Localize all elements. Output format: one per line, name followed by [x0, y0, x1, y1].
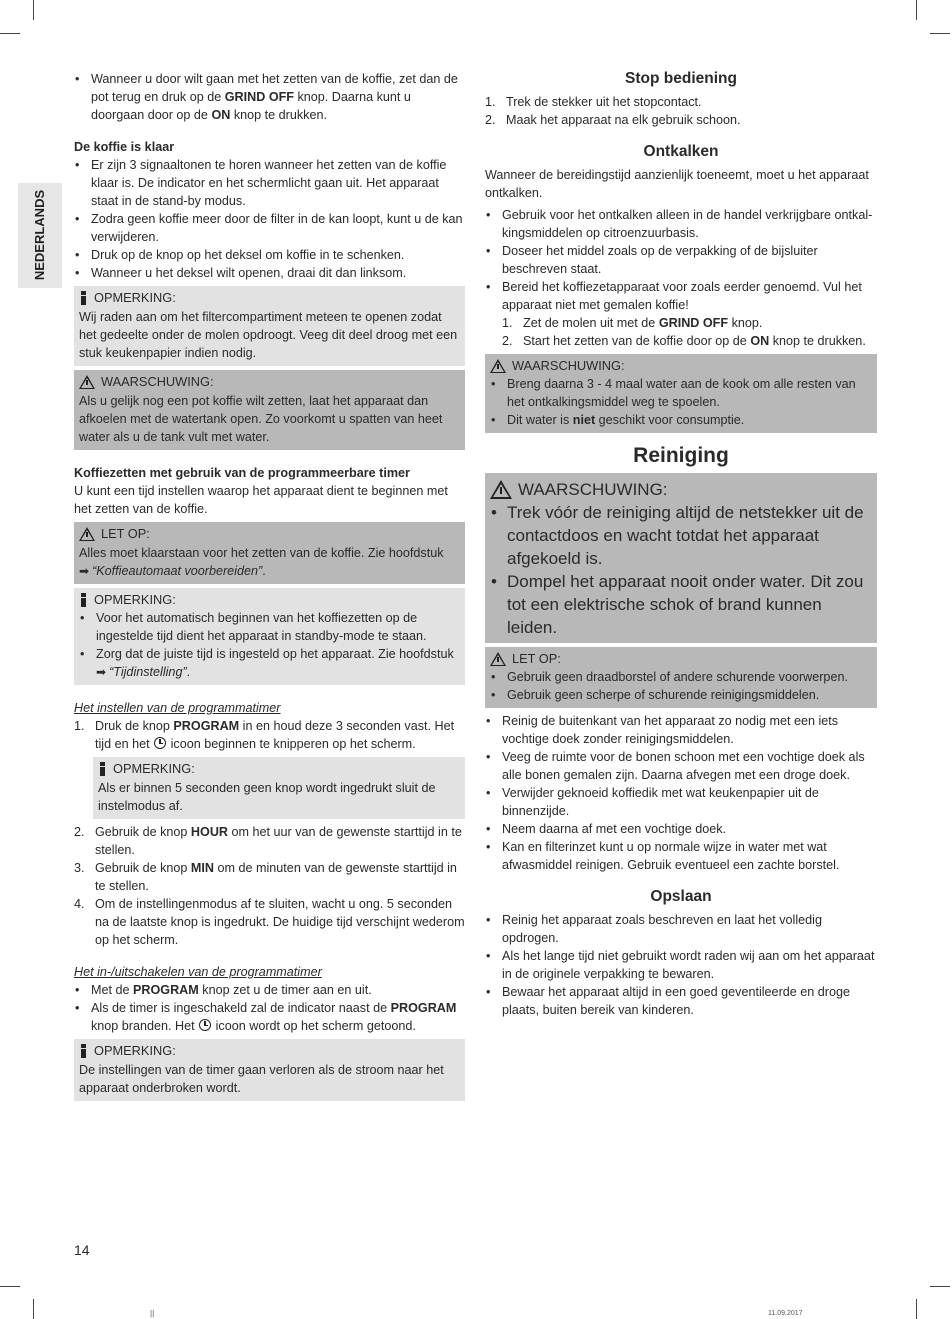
footer-mark: || [150, 1309, 155, 1318]
section-heading: De koffie is klaar [74, 140, 175, 154]
list-item: 1. Zet de molen uit met de GRIND OFF knop. [502, 316, 763, 330]
list-item: 2. Gebruik de knop HOUR om het uur van de gewenste starttijd in te stellen. [74, 825, 462, 857]
list-item: • Druk op de knop op het deksel om koffie in te schenken. [74, 246, 465, 264]
warning-box [74, 370, 465, 450]
warning-box [485, 354, 877, 433]
info-icon [79, 291, 88, 305]
arrow-right-icon: ➡ [96, 665, 107, 679]
clock-icon [154, 737, 166, 749]
descale-list [485, 206, 877, 314]
note-box [74, 588, 465, 685]
info-icon [79, 593, 88, 607]
crop-mark [930, 1286, 950, 1287]
left-column [74, 70, 465, 1105]
list-item: 4. Om de instellingenmodus af te sluiten, wacht u ong. 5 seconden na de laatste knop is ingedrukt. De huidige tijd verschijnt wederom op het scherm. [74, 897, 465, 947]
caution-title: LET OP: [512, 651, 561, 666]
list-item: • Als het lange tijd niet gebruikt wordt raden wij aan om het apparaat in de originele verpakking te bewaren. [485, 947, 877, 983]
list-item: 2. Maak het apparaat na elk gebruik schoon. [485, 113, 741, 127]
list-item: • Met de PROGRAM knop zet u de timer aan en uit. [74, 981, 465, 999]
paragraph: U kunt een tijd instellen waarop het apparaat dient te beginnen met het zetten van de koffie. [74, 484, 448, 516]
crop-mark [930, 33, 950, 34]
page-number: 14 [74, 1242, 90, 1258]
footer-date: 11.09.2017 [768, 1310, 803, 1317]
language-tab: NEDERLANDS [18, 183, 62, 288]
crop-mark [916, 1299, 917, 1319]
onoff-list [74, 981, 465, 1035]
note-title: OPMERKING: [94, 1043, 176, 1058]
warning-text: Als u gelijk nog een pot koffie wilt zetten, laat het apparaat dan afkoelen met de watertank open. Zo voorkomt u spatten van heet water als u de tank vult met water. [79, 394, 443, 444]
warning-list [490, 375, 871, 429]
warning-box [485, 473, 877, 643]
warning-icon [490, 359, 506, 373]
subsection-heading: Het in-/uitschakelen van de programmatimer [74, 965, 322, 979]
crop-mark [916, 0, 917, 20]
list-item: • Neem daarna af met een vochtige doek. [485, 820, 877, 838]
note-box [74, 286, 465, 366]
ready-list [74, 156, 465, 282]
subsection-heading: Het instellen van de programmatimer [74, 701, 281, 715]
list-item: • Zodra geen koffie meer door de filter in de kan loopt, kunt u de kan verwijderen. [74, 210, 465, 246]
list-item: • Wanneer u door wilt gaan met het zetten van de koffie, zet dan de pot terug en druk op de GRIND OFF knop. Daarna kunt u doorgaan door op de ON knop te drukken. [74, 70, 465, 124]
list-item: • Gebruik geen scherpe of schurende reinigingsmiddelen. [490, 686, 871, 704]
note-list [79, 609, 459, 681]
list-item: 3. Gebruik de knop MIN om de minuten van de gewenste starttijd in te stellen. [74, 861, 457, 893]
note-title: OPMERKING: [94, 592, 176, 607]
caution-list [490, 668, 871, 704]
list-item: • Kan en filterinzet kunt u op normale wijze in water met wat afwasmiddel reinigen. Gebruik eventueel een zachte borstel. [485, 838, 877, 874]
caution-text: Alles moet klaarstaan voor het zetten van de koffie. Zie hoofdstuk ➡ “Koffieautomaat voorbereiden”. [79, 546, 444, 578]
warning-title: WAARSCHUWING: [512, 358, 625, 373]
warning-title: WAARSCHUWING: [518, 479, 668, 499]
note-text: Als er binnen 5 seconden geen knop wordt ingedrukt sluit de instelmodus af. [98, 781, 436, 813]
list-item: • Veeg de ruimte voor de bonen schoon met een vochtige doek als alle bonen gemalen zijn. Daarna afvegen met een droge doek. [485, 748, 877, 784]
list-item: • Gebruik geen draadborstel of andere schurende voorwerpen. [490, 668, 871, 686]
list-item: 1. Druk de knop PROGRAM in en houd deze 3 seconden vast. Het tijd en het icoon beginnen te knipperen op het scherm. OPMERKING: Als er binnen 5 seconden geen knop wordt ingedrukt sluit de instelmodus af. [74, 717, 465, 819]
warning-icon [490, 480, 512, 499]
note-text: Wij raden aan om het filtercompartiment meteen te openen zodat het gedeelte onder de molen opdroogt. Veeg dit deel droog met een stuk keukenpapier indien nodig. [79, 310, 458, 360]
arrow-right-icon: ➡ [79, 564, 90, 578]
crop-mark [33, 1299, 34, 1319]
note-text: De instellingen van de timer gaan verloren als de stroom naar het apparaat onderbroken wordt. [79, 1063, 444, 1095]
warning-icon [79, 375, 95, 389]
storage-list [485, 911, 877, 1019]
caution-box [485, 647, 877, 708]
paragraph: Wanneer de bereidingstijd aanzienlijk toeneemt, moet u het apparaat ontkalken. [485, 168, 869, 200]
descale-steps [502, 314, 877, 350]
list-item: • Voor het automatisch beginnen van het koffiezetten op de ingestelde tijd dient het apparaat in standby-mode te staan. [79, 609, 459, 645]
list-item: 1. Trek de stekker uit het stopcontact. [485, 95, 702, 109]
crop-mark [0, 33, 20, 34]
list-item: • Er zijn 3 signaaltonen te horen wanneer het zetten van de koffie klaar is. De indicator en het schermlicht gaan uit. Het apparaat staat in de stand-by modus. [74, 156, 465, 210]
right-column [485, 70, 877, 1019]
section-heading: Koffiezetten met gebruik van de programmeerbare timer [74, 466, 410, 480]
info-icon [79, 1044, 88, 1058]
cleaning-list [485, 712, 877, 874]
warning-title: WAARSCHUWING: [101, 374, 214, 389]
list-item: • Dit water is niet geschikt voor consumptie. [490, 411, 871, 429]
list-item: • Trek vóór de reiniging altijd de netstekker uit de contactdoos en wacht totdat het apparaat afgekoeld is. [490, 501, 871, 570]
warning-list [490, 501, 871, 639]
list-item: • Breng daarna 3 - 4 maal water aan de kook om alle resten van het ontkalkingsmiddel weg te spoelen. [490, 375, 871, 411]
list-item: • Reinig de buitenkant van het apparaat zo nodig met een iets vochtige doek zonder reinigingsmiddelen. [485, 712, 877, 748]
list-item: • Zorg dat de juiste tijd is ingesteld op het apparaat. Zie hoofdstuk ➡ “Tijdinstelling”. [79, 645, 459, 681]
list-item: • Reinig het apparaat zoals beschreven en laat het volledig opdrogen. [485, 911, 877, 947]
note-title: OPMERKING: [94, 290, 176, 305]
section-heading: Opslaan [650, 888, 712, 905]
section-heading: Reiniging [633, 444, 729, 467]
stop-steps [485, 93, 877, 129]
crop-mark [0, 1286, 20, 1287]
section-heading: Stop bediening [625, 70, 737, 87]
caution-icon [79, 527, 95, 541]
list-item: • Als de timer is ingeschakeld zal de indicator naast de PROGRAM knop branden. Het icoon wordt op het scherm getoond. [74, 999, 465, 1035]
list-item: • Dompel het apparaat nooit onder water. Dit zou tot een elektrische schok of brand kunnen leiden. [490, 570, 871, 639]
set-timer-steps [74, 717, 465, 949]
note-box [93, 757, 465, 819]
note-box [74, 1039, 465, 1101]
info-icon [98, 762, 107, 776]
list-item: • Wanneer u het deksel wilt openen, draai dit dan linksom. [74, 264, 465, 282]
list-item: • Doseer het middel zoals op de verpakking of de bijsluiter beschreven staat. [485, 242, 877, 278]
caution-box [74, 522, 465, 584]
note-title: OPMERKING: [113, 761, 195, 776]
list-item: 2. Start het zetten van de koffie door op de ON knop te drukken. [502, 334, 866, 348]
list-item: • Bewaar het apparaat altijd in een goed geventileerde en droge plaats, buiten bereik van kinderen. [485, 983, 877, 1019]
crop-mark [33, 0, 34, 20]
list-item: • Bereid het koffiezetapparaat voor zoals eerder genoemd. Vul het apparaat niet met gemalen koffie! [485, 278, 877, 314]
list-item: • Gebruik voor het ontkalken alleen in de handel verkrijgbare ontkalkingsmiddelen op citroenzuurbasis. [485, 206, 877, 242]
intro-list [74, 70, 465, 124]
caution-icon [490, 652, 506, 666]
clock-icon [199, 1019, 211, 1031]
list-item: • Verwijder geknoeid koffiedik met wat keukenpapier uit de binnenzijde. [485, 784, 877, 820]
section-heading: Ontkalken [643, 143, 719, 160]
caution-title: LET OP: [101, 526, 150, 541]
